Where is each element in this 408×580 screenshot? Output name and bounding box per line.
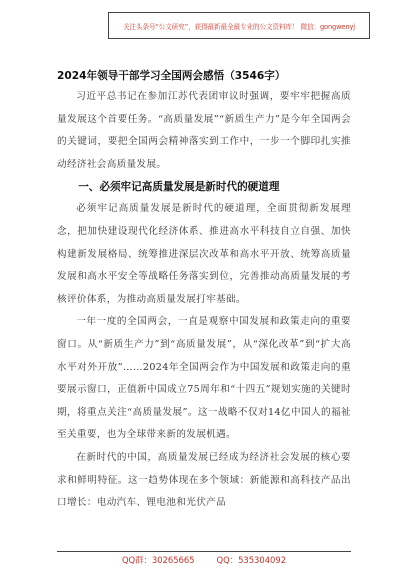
body-paragraph: 一年一度的全国两会，一直是观察中国发展和政策走向的重要窗口。从“新质生产力”到“高质量发展”，从“深化改革”到“扩大高水平对外开放”……2024年全国两会作为中国发展和政策走向的重要展示窗口，正值新中国成立75周年和“十四五”规划实施的关键时期，将重点关注“高质量发展”。这一战略不仅对14亿中国人的福祉至关重要，也为全球带来新的发展机遇。 <box>57 316 351 441</box>
section-heading: 一、必须牢记高质量发展是新时代的硬道理 <box>78 181 280 194</box>
qq-contact-text: QQ：535304092 <box>216 555 287 565</box>
body-paragraph: 必须牢记高质量发展是新时代的硬道理，全面贯彻新发展理念，把加快建设现代化经济体系、推进高水平科技自立自强、加快构建新发展格局、统筹推进深层次改革和高水平开放、统筹高质量发展和高水平安全等战略任务落实到位，完善推动高质量发展的考核评价体系，为推动高质量发展打牢基础。 <box>57 203 351 305</box>
promo-banner <box>108 12 370 39</box>
footer-divider <box>57 551 351 552</box>
document-title: 2024年领导干部学习全国两会感悟（3546字） <box>57 70 286 82</box>
qq-group-text: QQ群：30265665 <box>121 555 195 565</box>
page-footer <box>57 554 351 566</box>
body-paragraph: 在新时代的中国，高质量发展已经成为经济社会发展的核心要求和鲜明特征。这一趋势体现在多个领域：新能源和高科技产品出口增长：电动汽车、锂电池和光伏产品 <box>57 451 351 509</box>
promo-banner-text: 关注头条号“公文研究”，获得最新最全最专业的公文资料库！ 微信：gongwenyj <box>123 22 355 31</box>
document-body <box>57 86 351 515</box>
intro-paragraph: 习近平总书记在参加江苏代表团审议时强调，要牢牢把握高质量发展这个首要任务。“高质量发展”“新质生产力”是今年全国两会的关键词，要把全国两会精神落实到工作中，一步一个脚印扎实推动经济社会高质量发展。 <box>57 91 351 170</box>
